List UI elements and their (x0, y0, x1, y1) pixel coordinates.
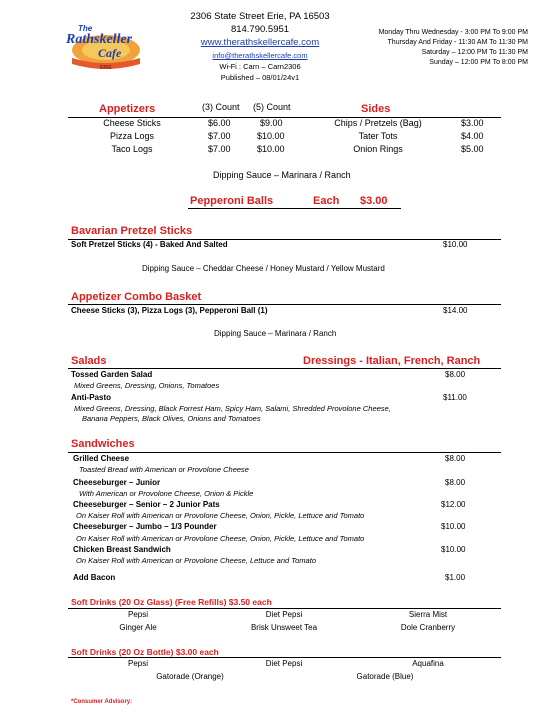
combo-heading: Appetizer Combo Basket (71, 291, 202, 303)
drink-bottle-1: Pepsi (127, 659, 148, 668)
sandwich-3-price: $12.00 (441, 500, 466, 509)
hours-3: Saturday – 12:00 PM To 11:30 PM (421, 49, 528, 56)
drink-glass-2: Diet Pepsi (265, 610, 303, 619)
drinks-bottle-rule (68, 657, 501, 658)
address: 2306 State Street Erie, PA 16503 (190, 11, 330, 22)
pretzel-item: Soft Pretzel Sticks (4) - Baked And Salted (71, 240, 228, 249)
drink-bottle-4: Gatorade (Orange) (156, 672, 224, 681)
pepperoni-each: Each (313, 195, 340, 207)
drink-glass-3: Sierra Mist (408, 610, 448, 619)
drinks-bottle-heading: Soft Drinks (20 Oz Bottle) $3.00 each (71, 647, 219, 657)
sandwich-2-price: $8.00 (445, 478, 466, 487)
sandwich-5-desc: On Kaiser Roll with American or Provolone Cheese, Lettuce and Tomato (76, 556, 316, 565)
app-item-3: Taco Logs (111, 144, 153, 154)
salad-1-price: $8.00 (445, 370, 466, 379)
wifi-info: Wi-Fi : Carn – Carn2306 (219, 62, 301, 71)
sandwich-4-desc: On Kaiser Roll with American or Provolone Cheese, Onion, Pickle, Lettuce and Tomato (76, 534, 365, 543)
salad-1-desc: Mixed Greens, Dressing, Onions, Tomatoes (74, 381, 220, 390)
pepperoni-price: $3.00 (360, 195, 388, 207)
dipping-sauce-1: Dipping Sauce – Marinara / Ranch (213, 170, 351, 180)
email-link[interactable] (160, 51, 360, 60)
sandwich-1-name: Grilled Cheese (73, 454, 130, 463)
drink-glass-5: Brisk Unsweet Tea (250, 623, 318, 632)
salads-rule (68, 368, 501, 369)
hours-4: Sunday – 12:00 PM To 8:00 PM (429, 59, 528, 66)
drink-bottle-2: Diet Pepsi (265, 659, 303, 668)
sandwich-4-price: $10.00 (441, 522, 466, 531)
side-item-2-price: $4.00 (461, 131, 484, 141)
addon-name: Add Bacon (73, 573, 116, 582)
logo-name: Rathskeller (66, 32, 133, 47)
salads-heading: Salads (71, 355, 107, 367)
side-item-3: Onion Rings (353, 144, 403, 154)
app-item-1: Cheese Sticks (103, 118, 161, 128)
sandwich-5-price: $10.00 (441, 545, 466, 554)
pepperoni-rule (188, 208, 401, 209)
sandwich-1-price: $8.00 (445, 454, 466, 463)
appetizers-heading: Appetizers (99, 103, 156, 115)
drink-glass-6: Dole Cranberry (400, 623, 456, 632)
sandwich-2-name: Cheeseburger – Junior (73, 478, 161, 487)
app-item-2: Pizza Logs (109, 131, 155, 141)
logo-the: The (78, 24, 93, 33)
logo (66, 14, 146, 74)
side-item-1: Chips / Pretzels (Bag) (334, 118, 422, 128)
appetizers-col3: (3) Count (202, 102, 240, 112)
logo-cafe: Cafe (98, 46, 122, 60)
combo-rule (68, 304, 501, 305)
sandwich-2-desc: With American or Provolone Cheese, Onion & Pickle (79, 489, 254, 498)
appetizers-col5: (5) Count (253, 102, 291, 112)
app-item-3-p3: $7.00 (208, 144, 231, 154)
email-link-text[interactable]: info@therathskellercafe.com (212, 51, 308, 60)
combo-sauce: Dipping Sauce – Marinara / Ranch (214, 329, 337, 338)
pretzel-sauce: Dipping Sauce – Cheddar Cheese / Honey Mustard / Yellow Mustard (142, 264, 385, 273)
pepperoni-name: Pepperoni Balls (190, 195, 274, 207)
side-item-2: Tater Tots (358, 131, 398, 141)
sandwich-3-desc: On Kaiser Roll with American or Provolone Cheese, Onion, Pickle, Lettuce and Tomato (76, 511, 365, 520)
app-item-2-p5: $10.00 (257, 131, 285, 141)
sandwich-3-name: Cheeseburger – Senior – 2 Junior Pats (73, 500, 220, 509)
drink-glass-1: Pepsi (127, 610, 148, 619)
hours-2: Thursday And Friday - 11:30 AM To 11:30 PM (387, 39, 528, 46)
sandwich-4-name: Cheeseburger – Jumbo – 1/3 Pounder (73, 522, 217, 531)
addon-price: $1.00 (445, 573, 466, 582)
pretzel-heading: Bavarian Pretzel Sticks (71, 225, 193, 237)
app-item-2-p3: $7.00 (208, 131, 231, 141)
consumer-advisory: *Consumer Advisory: (71, 699, 133, 705)
drink-bottle-5: Gatorade (Blue) (356, 672, 414, 681)
pretzel-price: $10.00 (443, 240, 468, 249)
sandwich-5-name: Chicken Breast Sandwich (73, 545, 171, 554)
drink-glass-4: Ginger Ale (119, 623, 157, 632)
salad-2-desc: Mixed Greens, Dressing, Black Forrest Ham, Spicy Ham, Salami, Shredded Provolone Cheese, (74, 404, 391, 413)
published-date: Published – 08/01/24v1 (220, 73, 300, 82)
salad-2-price: $11.00 (443, 393, 467, 402)
side-item-1-price: $3.00 (461, 118, 484, 128)
logo-erie: ERIE (100, 65, 112, 71)
drinks-glass-rule (68, 608, 501, 609)
website-link-text[interactable]: www.therathskellercafe.com (200, 37, 320, 48)
side-item-3-price: $5.00 (461, 144, 484, 154)
website-link[interactable] (160, 37, 360, 48)
dressings-heading: Dressings - Italian, French, Ranch (303, 355, 481, 367)
drinks-glass-heading: Soft Drinks (20 Oz Glass) (Free Refills) $3.50 each (71, 597, 272, 607)
sides-heading: Sides (361, 103, 391, 115)
sandwich-1-desc: Toasted Bread with American or Provolone Cheese (79, 465, 249, 474)
drink-bottle-3: Aquafina (412, 659, 444, 668)
combo-price: $14.00 (443, 306, 468, 315)
sandwiches-heading: Sandwiches (71, 438, 135, 450)
salad-2-desc2: Banana Peppers, Black Olives, Onions and Tomatoes (82, 414, 261, 423)
app-item-1-p3: $6.00 (208, 118, 231, 128)
salad-1-name: Tossed Garden Salad (71, 370, 153, 379)
salad-2-name: Anti-Pasto (71, 393, 111, 402)
hours-1: Monday Thru Wednesday - 3:00 PM To 9:00 PM (378, 29, 528, 36)
combo-item: Cheese Sticks (3), Pizza Logs (3), Pepperoni Ball (1) (71, 306, 268, 315)
app-item-1-p5: $9.00 (260, 118, 283, 128)
phone: 814.790.5951 (230, 24, 290, 35)
app-item-3-p5: $10.00 (257, 144, 285, 154)
sandwiches-rule (68, 452, 501, 453)
